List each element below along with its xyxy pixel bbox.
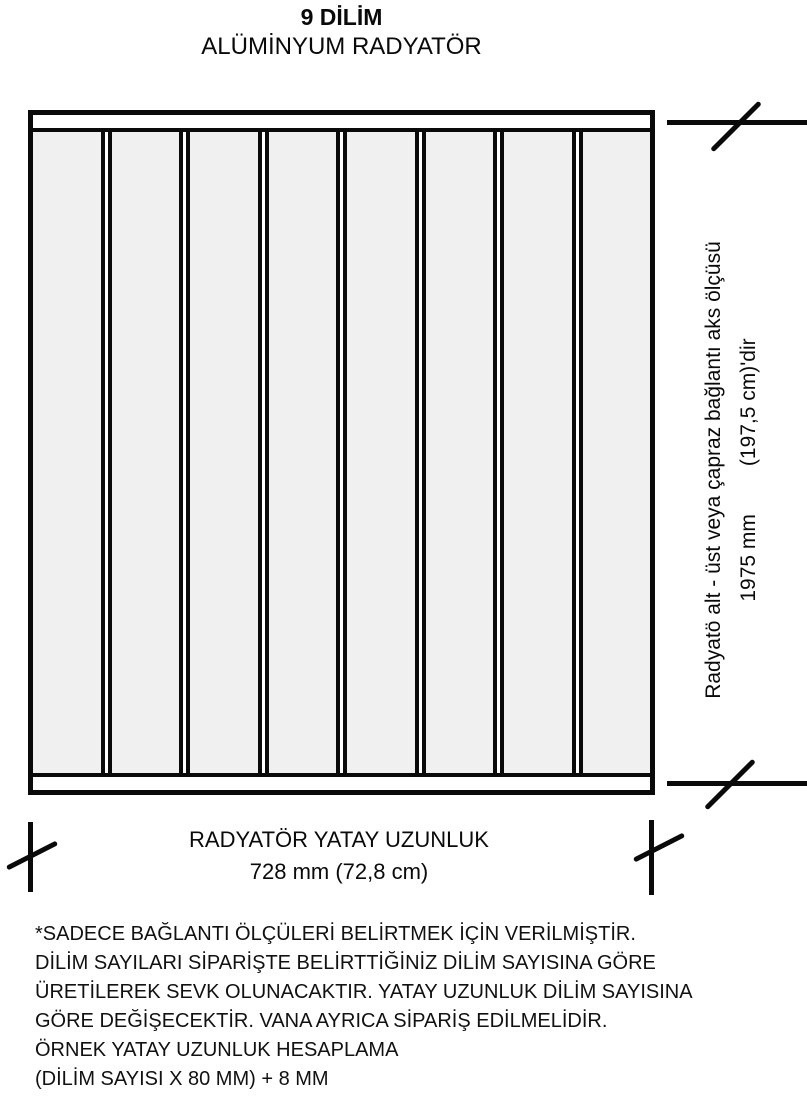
page-title-product: ALÜMİNYUM RADYATÖR <box>201 33 482 60</box>
section-separator <box>493 132 504 773</box>
horizontal-dimension-value: 728 mm (72,8 cm) <box>249 859 429 884</box>
radiator-section <box>426 132 494 773</box>
horizontal-dimension-text: RADYATÖR YATAY UZUNLUK <box>189 827 489 852</box>
footnote-line: DİLİM SAYILARI SİPARİŞTE BELİRTTİĞİNİZ DİLİM SAYISINA GÖRE <box>35 952 656 974</box>
section-separator <box>258 132 269 773</box>
title-block <box>28 2 655 62</box>
radiator-drawing <box>28 110 655 795</box>
footnote-line: ÖRNEK YATAY UZUNLUK HESAPLAMA <box>35 1039 399 1061</box>
page-title-sections: 9 DİLİM <box>300 4 383 30</box>
section-separator <box>572 132 583 773</box>
radiator-section <box>269 132 337 773</box>
section-separator <box>415 132 426 773</box>
footnotes <box>35 920 735 1094</box>
vertical-dimension-value-line <box>731 185 766 755</box>
dimension-slash-tick-top <box>710 101 762 153</box>
footnote-line: ÜRETİLEREK SEVK OLUNACAKTIR. YATAY UZUNLUK DİLİM SAYISINA <box>35 981 693 1003</box>
radiator-section <box>190 132 258 773</box>
radiator-sections <box>33 132 650 773</box>
horizontal-dimension-label <box>28 824 650 888</box>
radiator-top-manifold <box>33 115 650 132</box>
vertical-dimension-value-mm: 1975 mm <box>737 514 760 602</box>
footnote-line: GÖRE DEĞİŞECEKTİR. VANA AYRICA SİPARİŞ EDİLMELİDİR. <box>35 1010 608 1032</box>
vertical-dimension-label <box>696 185 766 755</box>
section-separator <box>101 132 112 773</box>
section-separator <box>336 132 347 773</box>
radiator-section <box>112 132 180 773</box>
dimension-extension-line-bottom <box>667 781 807 786</box>
radiator-section <box>504 132 572 773</box>
section-separator <box>179 132 190 773</box>
footnote-line: *SADECE BAĞLANTI ÖLÇÜLERİ BELİRTMEK İÇİN VERİLMİŞTİR. <box>35 923 636 945</box>
radiator-section <box>347 132 415 773</box>
radiator-section <box>583 132 651 773</box>
footnote-line: (DİLİM SAYISI X 80 MM) + 8 MM <box>35 1068 329 1090</box>
vertical-dimension-value-cm: (197,5 cm)'dir <box>737 338 760 467</box>
radiator-bottom-manifold <box>33 773 650 790</box>
vertical-dimension-text: Radyatö alt - üst veya çapraz bağlantı aks ölçüsü <box>702 241 725 699</box>
radiator-section <box>33 132 101 773</box>
